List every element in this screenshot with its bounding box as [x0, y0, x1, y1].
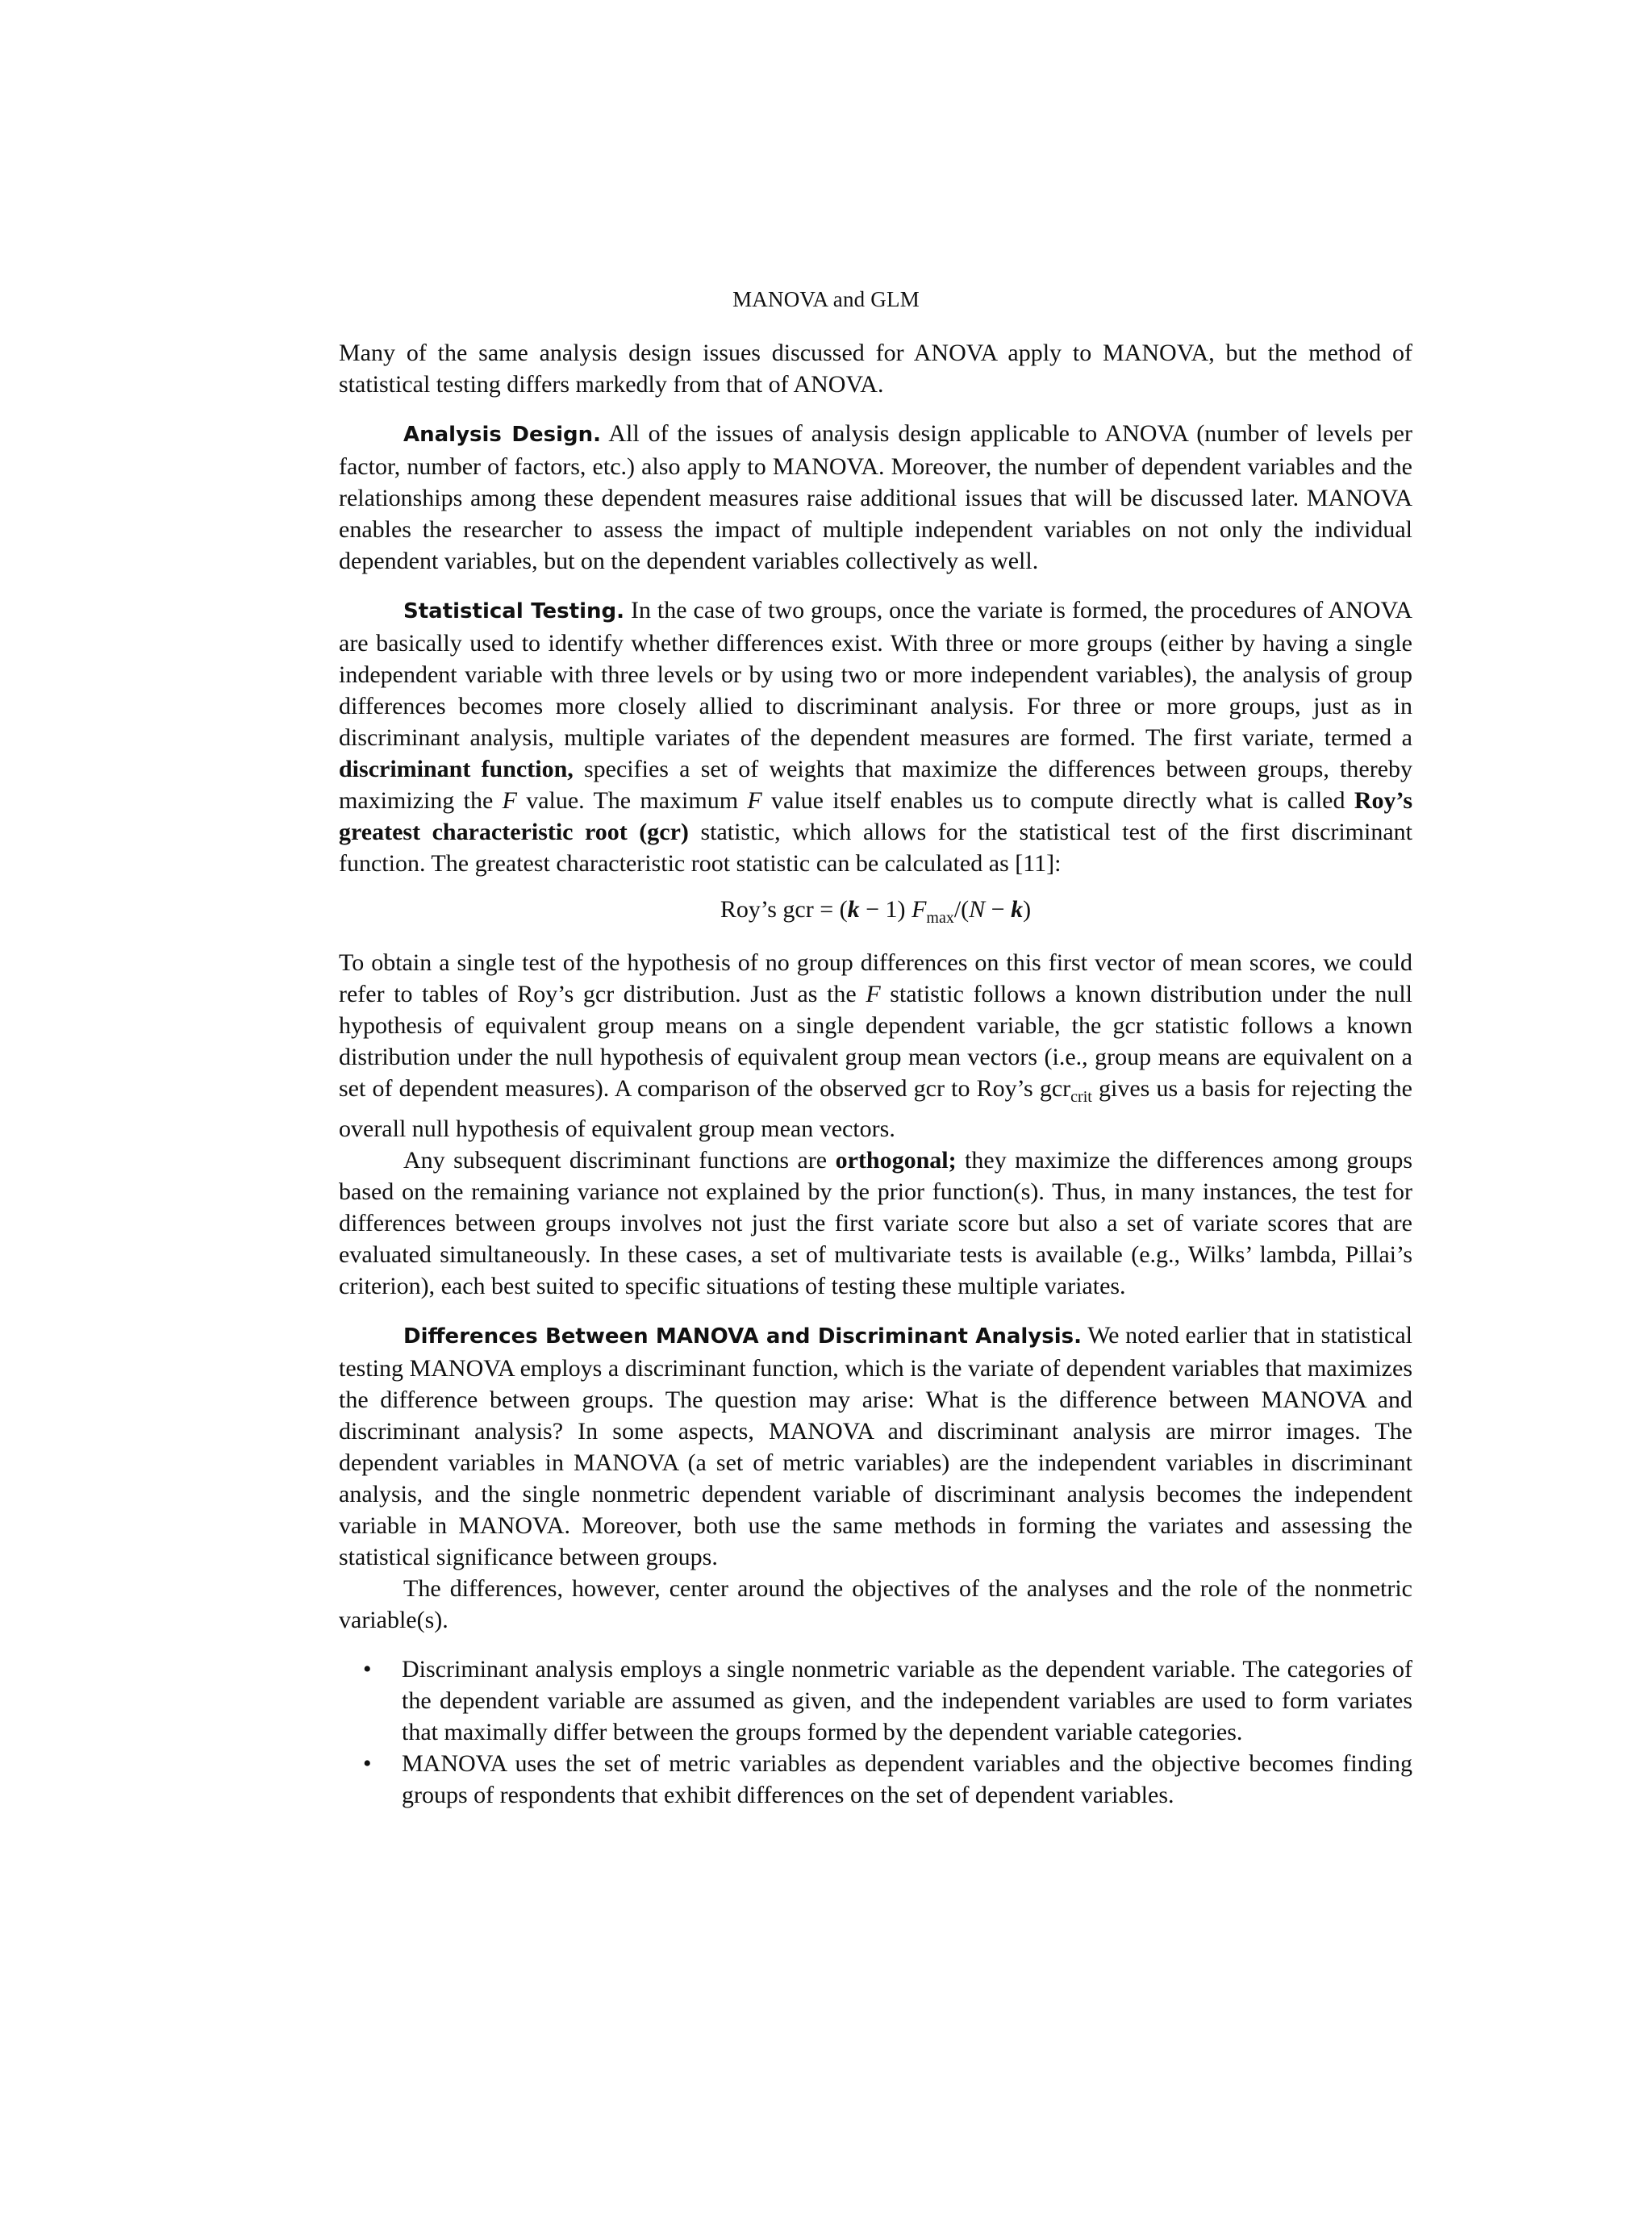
statistical-testing-heading: Statistical Testing. [403, 599, 624, 623]
analysis-design-heading: Analysis Design. [403, 423, 602, 447]
body-text [339, 337, 1412, 1811]
roys-gcr-text-3: gives us a basis for rejecting the overall null hypothesis of equivalent group mean vectors. [339, 1075, 1412, 1142]
list-item [363, 1748, 1412, 1811]
term-orthogonal: orthogonal; [835, 1147, 957, 1174]
statistical-testing-paragraph [339, 594, 1412, 879]
objectives-paragraph: The differences, however, center around the objectives of the analyses and the role of the nonmetric variable(s). [339, 1575, 1412, 1633]
formula-k: k [1011, 896, 1024, 923]
analysis-design-text: All of the issues of analysis design applicable to ANOVA (number of levels per factor, number of factors, etc.) also apply to MANOVA. Moreover, the number of dependent variables and the relationships among these dependent measures raise additional issues that will be discussed later. MANOVA enables the researcher to assess the impact of multiple independent variables on not only the individual dependent variables, but on the dependent variables collectively as well. [339, 420, 1412, 574]
running-head: MANOVA and GLM [732, 287, 920, 311]
differences-paragraph [339, 1320, 1412, 1573]
formula-part: Roy’s gcr = ( [720, 896, 848, 923]
analysis-design-paragraph [339, 418, 1412, 577]
differences-text: We noted earlier that in statistical testing MANOVA employs a discriminant function, which is the variate of dependent variables that maximizes the difference between groups. The question may arise: What is the difference between MANOVA and discriminant analysis? In some aspects, MANOVA and discriminant analysis are mirror images. The dependent variables in MANOVA (a set of metric variables) are the independent variables in discriminant analysis, and the single nonmetric dependent variable of discriminant analysis becomes the independent variable in MANOVA. Moreover, both use the same methods in forming the variates and assessing the statistical significance between groups. [339, 1322, 1412, 1570]
statistical-testing-text-2: specifies a set of weights that maximize the differences between groups, thereby maximizing the [339, 756, 1413, 814]
orthogonal-text-2: they maximize the differences among groups based on the remaining variance not explained by the prior function(s). Thus, in many instances, the test for differences between groups involves not just the first variate score but also a set of variate scores that are evaluated simultaneously. In these cases, a set of multivariate tests is available (e.g., Wilks’ lambda, Pillai’s criterion), each best suited to specific situations of testing these multiple variates. [339, 1147, 1412, 1299]
term-roys-gcr: Roy’s greatest characteristic root (gcr) [339, 787, 1413, 845]
orthogonal-paragraph [339, 1145, 1412, 1302]
formula-part: − 1) [859, 896, 912, 923]
formula-part: − [985, 896, 1012, 923]
bullet-list [339, 1653, 1412, 1811]
orthogonal-text-1: Any subsequent discriminant functions are [403, 1147, 828, 1174]
symbol-f: F [747, 787, 762, 814]
roys-gcr-text-2: statistic follows a known distribution under the null hypothesis of equivalent group means on a single dependent variable, the gcr statistic follows a known distribution under the null hypothesis of equivalent group mean vectors (i.e., group means are equivalent on a set of dependent measures). A comparison of the observed gcr to Roy’s gcr [339, 981, 1412, 1102]
formula-n: N [969, 896, 986, 923]
list-item-text: MANOVA uses the set of metric variables as dependent variables and the objective becomes finding groups of respondents that exhibit differences on the set of dependent variables. [402, 1750, 1412, 1808]
roys-gcr-paragraph [339, 947, 1412, 1145]
list-item-text: Discriminant analysis employs a single nonmetric variable as the dependent variable. The categories of the dependent variable are assumed as given, and the independent variables are used to form variates that maximally differ between the groups formed by the dependent variable categories. [402, 1656, 1412, 1745]
roys-gcr-text-1: To obtain a single test of the hypothesis of no group differences on this first vector of mean scores, we could refer to tables of Roy’s gcr distribution. Just as the [339, 949, 1412, 1007]
statistical-testing-text-1: In the case of two groups, once the variate is formed, the procedures of ANOVA are basically used to identify whether differences exist. With three or more groups (either by having a single independent variable with three levels or by using two or more independent variables), the analysis of group differences becomes more closely allied to discriminant analysis. For three or more groups, just as in discriminant analysis, multiple variates of the dependent measures are formed. The first variate, termed a [339, 597, 1412, 751]
formula-f: F [912, 896, 927, 923]
statistical-testing-text-3: value. The maximum [526, 787, 739, 814]
formula-part: /( [953, 896, 970, 923]
bullet-icon: • [363, 1656, 372, 1683]
statistical-testing-text-5: statistic, which allows for the statistical test of the first discriminant function. The greatest characteristic root statistic can be calculated as [11]: [339, 819, 1412, 877]
term-discriminant-function: discriminant function, [339, 756, 574, 782]
symbol-f: F [866, 981, 881, 1007]
list-item [363, 1653, 1412, 1748]
statistical-testing-text-4: value itself enables us to compute directly what is called [771, 787, 1345, 814]
bullet-icon: • [363, 1750, 372, 1777]
formula-part: ) [1023, 896, 1032, 923]
subscript-crit: crit [1070, 1088, 1092, 1106]
symbol-f: F [502, 787, 517, 814]
differences-heading: Differences Between MANOVA and Discriminant Analysis. [403, 1324, 1082, 1349]
roys-gcr-formula [339, 894, 1412, 934]
formula-subscript-max: max [926, 909, 954, 927]
intro-paragraph: Many of the same analysis design issues discussed for ANOVA apply to MANOVA, but the method of statistical testing differs markedly from that of ANOVA. [339, 340, 1412, 398]
formula-k: k [847, 896, 860, 923]
